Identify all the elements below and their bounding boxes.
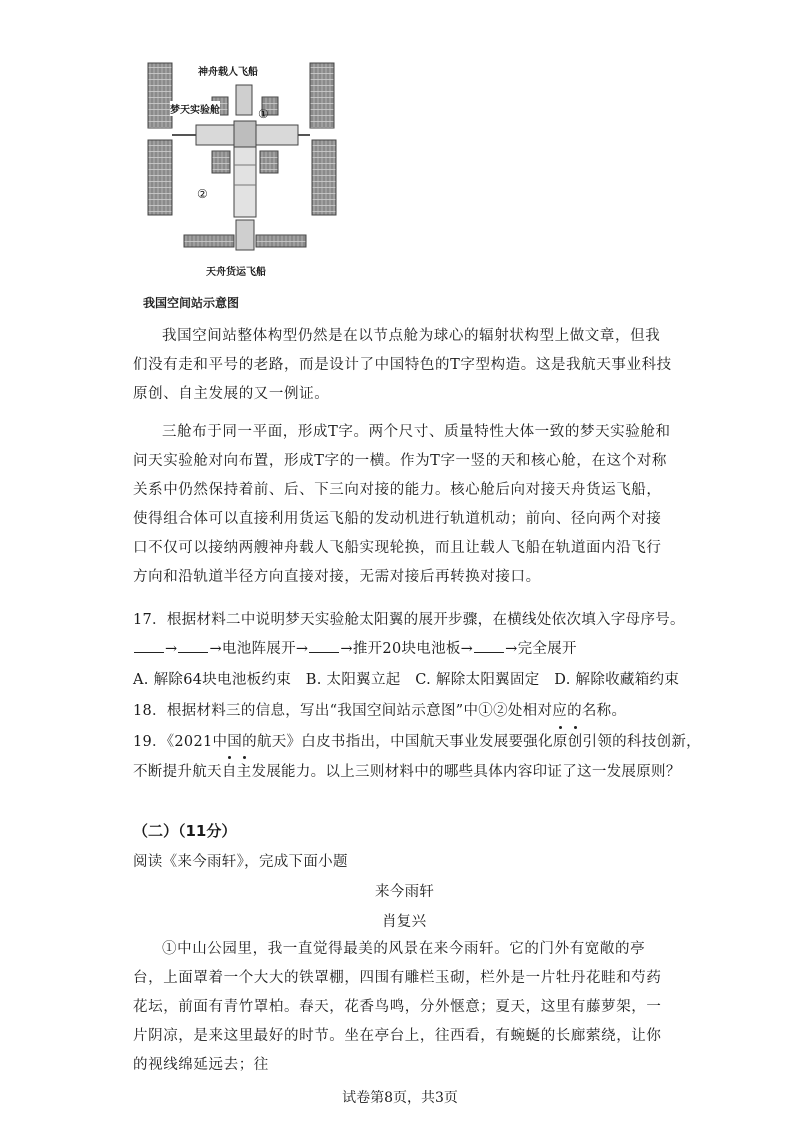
question-19-line-2: 不断提升航天自主发展能力。以上三则材料中的哪些具体内容印证了这一发展原则？	[133, 760, 681, 781]
marker-2: ②	[197, 187, 208, 201]
answer-blank-1[interactable]	[134, 640, 164, 653]
answer-blank-4[interactable]	[474, 640, 504, 653]
solar-panel-right-bottom	[312, 140, 336, 215]
question-18: 18．根据材料三的信息，写出“我国空间站示意图”中①②处相对应的名称。	[133, 703, 627, 719]
wentian-module	[256, 125, 298, 145]
article-author: 肖复兴	[382, 914, 427, 930]
emphasis-yuan: 原	[553, 730, 568, 751]
article-title: 来今雨轩	[375, 884, 435, 900]
shenzhou-module	[236, 85, 252, 115]
section-2-instruction: 阅读《来今雨轩》，完成下面小题	[133, 854, 348, 870]
section-2-heading: （二）（11分）	[133, 822, 237, 840]
step-full-deploy: 完全展开	[517, 641, 577, 657]
node-module	[234, 121, 256, 147]
answer-blank-3[interactable]	[309, 640, 339, 653]
answer-blank-2[interactable]	[178, 640, 208, 653]
label-tianzhou: 天舟货运飞船	[206, 267, 266, 278]
material3-paragraph-1: 我国空间站整体构型仍然是在以节点舱为球心的辐射状构型上做文章，但我们没有走和平号的老路，而是设计了中国特色的T字型构造。这是我航天事业科技原创、自主发展的又一例证。	[133, 328, 672, 402]
emphasis-zhu: 主	[237, 760, 252, 781]
step-push-panels: 推开20块电池板	[352, 641, 461, 657]
tianzhou-module	[236, 220, 254, 250]
step-battery-array: 电池阵展开	[221, 641, 296, 657]
question-17-options: A. 解除64块电池板约束 B. 太阳翼立起 C. 解除太阳翼固定 D. 解除收藏箱约束	[133, 672, 680, 688]
space-station-figure	[140, 55, 360, 280]
label-mengtian: 梦天实验舱	[170, 101, 220, 116]
emphasis-chuang: 创	[568, 730, 583, 751]
emphasis-zi: 自	[222, 760, 237, 781]
question-17: 17．根据材料二中说明梦天实验舱太阳翼的展开步骤，在横线处依次填入字母序号。	[133, 612, 685, 628]
question-19-line-1: 19．《2021中国的航天》白皮书指出，中国航天事业发展要强化原创引领的科技创新，	[133, 730, 701, 751]
marker-1: ①	[258, 107, 269, 121]
solar-panel-right-top	[310, 63, 334, 128]
article-paragraph-1: ①中山公园里，我一直觉得最美的风景在来今雨轩。它的门外有宽敞的亭台，上面罩着一个大大的铁罩棚，四围有雕栏玉砌，栏外是一片牡丹花畦和芍药花坛，前面有青竹罩柏。春天，花香鸟鸣，分外惬意；夏天，这里有藤萝架，一片阴凉，是来这里最好的时节。坐在亭台上，往西看，有蜿蜒的长廊萦绕，让你的视线绵延远去；往	[133, 941, 662, 1073]
tianhe-core-module	[234, 147, 256, 217]
solar-panel-left-bottom	[148, 140, 172, 215]
page-footer: 试卷第8页，共3页	[342, 1090, 458, 1106]
label-shenzhou: 神舟载人飞船	[198, 67, 258, 78]
mengtian-module	[196, 125, 236, 145]
question-17-steps: → →电池阵展开→ →推开20块电池板→ →完全展开	[133, 637, 577, 658]
material3-paragraph-2: 三舱布于同一平面，形成T字。两个尺寸、质量特性大体一致的梦天实验舱和问天实验舱对向布置，形成T字的一横。作为T字一竖的天和核心舱，在这个对称关系中仍然保持着前、后、下三向对接的能力。核心舱后向对接天舟货运飞船，使得组合体可以直接利用货运飞船的发动机进行轨道机动；前向、径向两个对接口不仅可以接纳两艘神舟载人飞船实现轮换，而且让载人飞船在轨道面内沿飞行方向和沿轨道半径方向直接对接，无需对接后再转换对接口。	[133, 424, 671, 585]
figure-caption: 我国空间站示意图	[143, 296, 240, 310]
solar-panel-left-top	[148, 63, 172, 128]
space-station-diagram	[140, 55, 360, 280]
